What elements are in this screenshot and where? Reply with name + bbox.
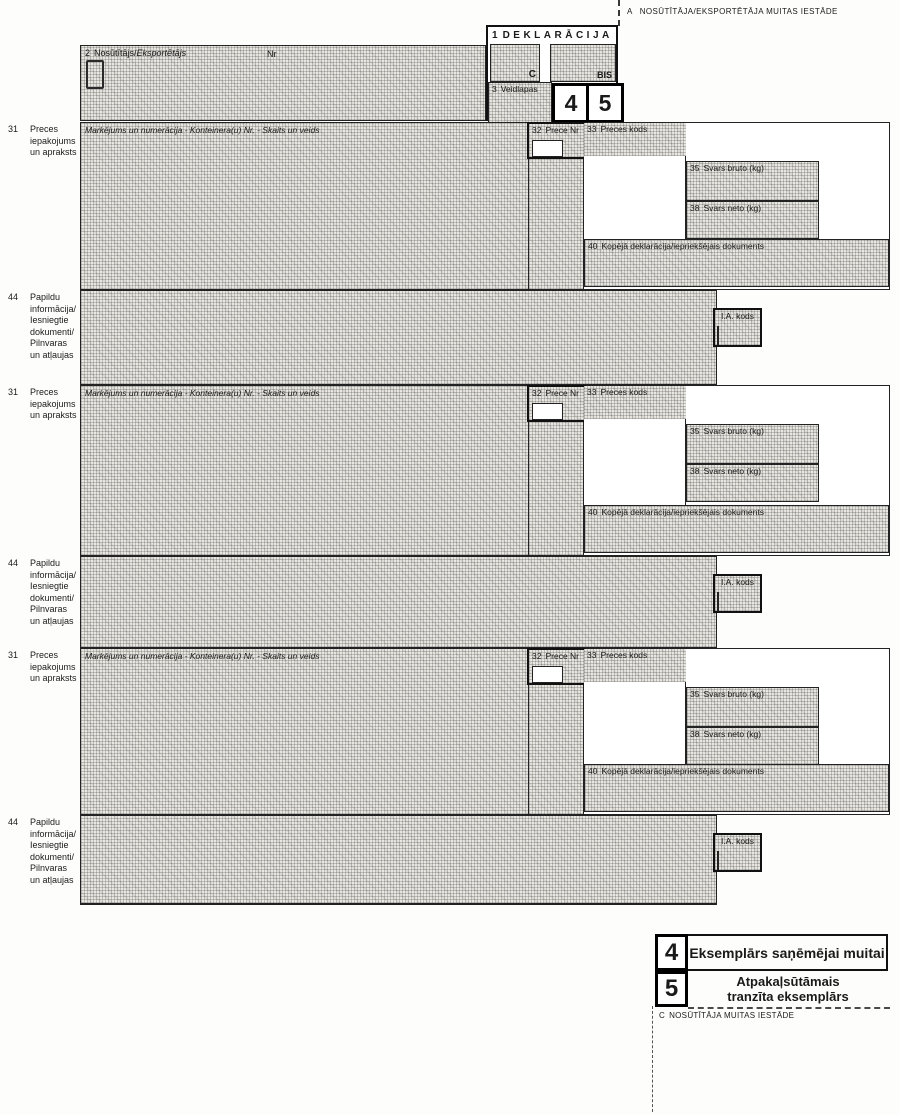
box33-commodity-code: 33 Preces kods [584,386,686,419]
office-c-text: NOSŪTĪTĀJA MUITAS IESTĀDE [669,1011,795,1020]
box38-net-mass: 38 Svars neto (kg) [686,201,819,239]
legend-copy5-number: 5 [655,971,688,1007]
box32-subbox [532,403,563,420]
box40-summary-declaration: 40 Kopējā deklarācija/iepriekšējais dokuments [584,239,889,287]
office-a-text: NOSŪTĪTĀJA/EKSPORTĒTĀJA MUITAS IESTĀDE [639,7,838,16]
box2-nr-label: Nr [267,49,277,59]
item-group [0,648,900,905]
goods-description-row [0,648,900,815]
c-code-label: C [528,69,536,80]
box31-goods-field [81,123,529,289]
box44-field [80,815,717,905]
dashed-divider-vertical [652,1006,653,1112]
legend-copy4-label: Eksemplārs saņēmējai muitai [688,934,888,971]
box32-column [529,649,584,814]
ia-kods-box [713,308,762,347]
box38-net-mass: 38 Svars neto (kg) [686,464,819,502]
box2-bracket-mark [86,60,104,89]
box33-white-field [584,156,686,239]
box31-side-label: 31 Preces iepakojums un apraksts [8,650,77,683]
box44-side-label: 44 Papildu informācija/ Iesniegtie dokumenti/ Pilnvaras un atļaujas [8,817,77,885]
box32-column [529,123,584,289]
ia-box-bracket [717,592,719,611]
box31-outline [80,122,890,290]
office-a-heading [627,7,838,16]
box31-goods-field [81,386,529,555]
box1-declaration [486,25,618,121]
copy-legend [655,934,890,1009]
box40-summary-declaration: 40 Kopējā deklarācija/iepriekšējais dokuments [584,505,889,553]
box40-summary-declaration: 40 Kopējā deklarācija/iepriekšējais dokuments [584,764,889,812]
box31-header: Markējums un numerācija - Konteinera(u) Nr. - Skaits un veids [85,388,320,398]
dashed-divider-horizontal [688,1007,890,1009]
box32-header: 32 Prece Nr [527,385,586,422]
office-c-letter: C [659,1011,666,1020]
goods-description-row [0,385,900,556]
box31-goods-field [81,649,529,814]
box32-column [529,386,584,555]
box2-consignor-field [80,45,486,121]
office-a-letter: A [627,7,633,16]
box44-field [80,556,717,648]
ia-box-bracket [717,326,719,345]
box31-outline [80,648,890,815]
legend-copy4-number: 4 [655,934,688,971]
goods-description-row [0,122,900,290]
ia-kods-box [713,833,762,872]
box1-title: 1 DEKLARĀCIJA [492,30,613,41]
box33-white-field [584,419,686,505]
additional-info-row [0,556,900,648]
dashed-divider-top [618,0,620,26]
box32-subbox [532,666,563,683]
box32-subbox [532,140,563,157]
box44-side-label: 44 Papildu informācija/ Iesniegtie dokumenti/ Pilnvaras un atļaujas [8,558,77,626]
legend-copy5-label: Atpakaļsūtāmais tranzīta eksemplārs [727,973,849,1004]
box32-header: 32 Prece Nr [527,648,586,685]
ia-kods-label: I.A. kods [720,836,755,846]
item-group [0,122,900,385]
bis-label: BIS [596,70,612,80]
box35-gross-mass: 35 Svars bruto (kg) [686,161,819,201]
box44-side-label: 44 Papildu informācija/ Iesniegtie dokumenti/ Pilnvaras un atļaujas [8,292,77,360]
copy-number-4-box: 4 [552,83,590,123]
box31-outline [80,385,890,556]
ia-kods-label: I.A. kods [720,577,755,587]
box31-side-label: 31 Preces iepakojums un apraksts [8,124,77,157]
box33-commodity-code: 33 Preces kods [584,123,686,156]
item-group [0,385,900,648]
box3-label: 3 Veidlapas [492,84,538,94]
box35-gross-mass: 35 Svars bruto (kg) [686,424,819,464]
additional-info-row [0,290,900,385]
box1-cell-c [490,44,540,82]
box33-white-field [584,682,686,764]
box38-net-mass: 38 Svars neto (kg) [686,727,819,765]
box44-field [80,290,717,385]
ia-kods-box [713,574,762,613]
additional-info-row [0,815,900,905]
box35-gross-mass: 35 Svars bruto (kg) [686,687,819,727]
box3-forms-field [488,82,552,125]
box31-header: Markējums un numerācija - Konteinera(u) Nr. - Skaits un veids [85,125,320,135]
box33-commodity-code: 33 Preces kods [584,649,686,682]
box31-side-label: 31 Preces iepakojums un apraksts [8,387,77,420]
box31-header: Markējums un numerācija - Konteinera(u) Nr. - Skaits un veids [85,651,320,661]
box2-label: 2 Nosūtītājs/Eksportētājs [85,48,187,58]
ia-box-bracket [717,851,719,870]
box1-cell-bis [550,44,616,82]
copy-number-5-box: 5 [586,83,624,123]
office-c-heading [659,1011,794,1020]
box32-header: 32 Prece Nr [527,122,586,159]
ia-kods-label: I.A. kods [720,311,755,321]
